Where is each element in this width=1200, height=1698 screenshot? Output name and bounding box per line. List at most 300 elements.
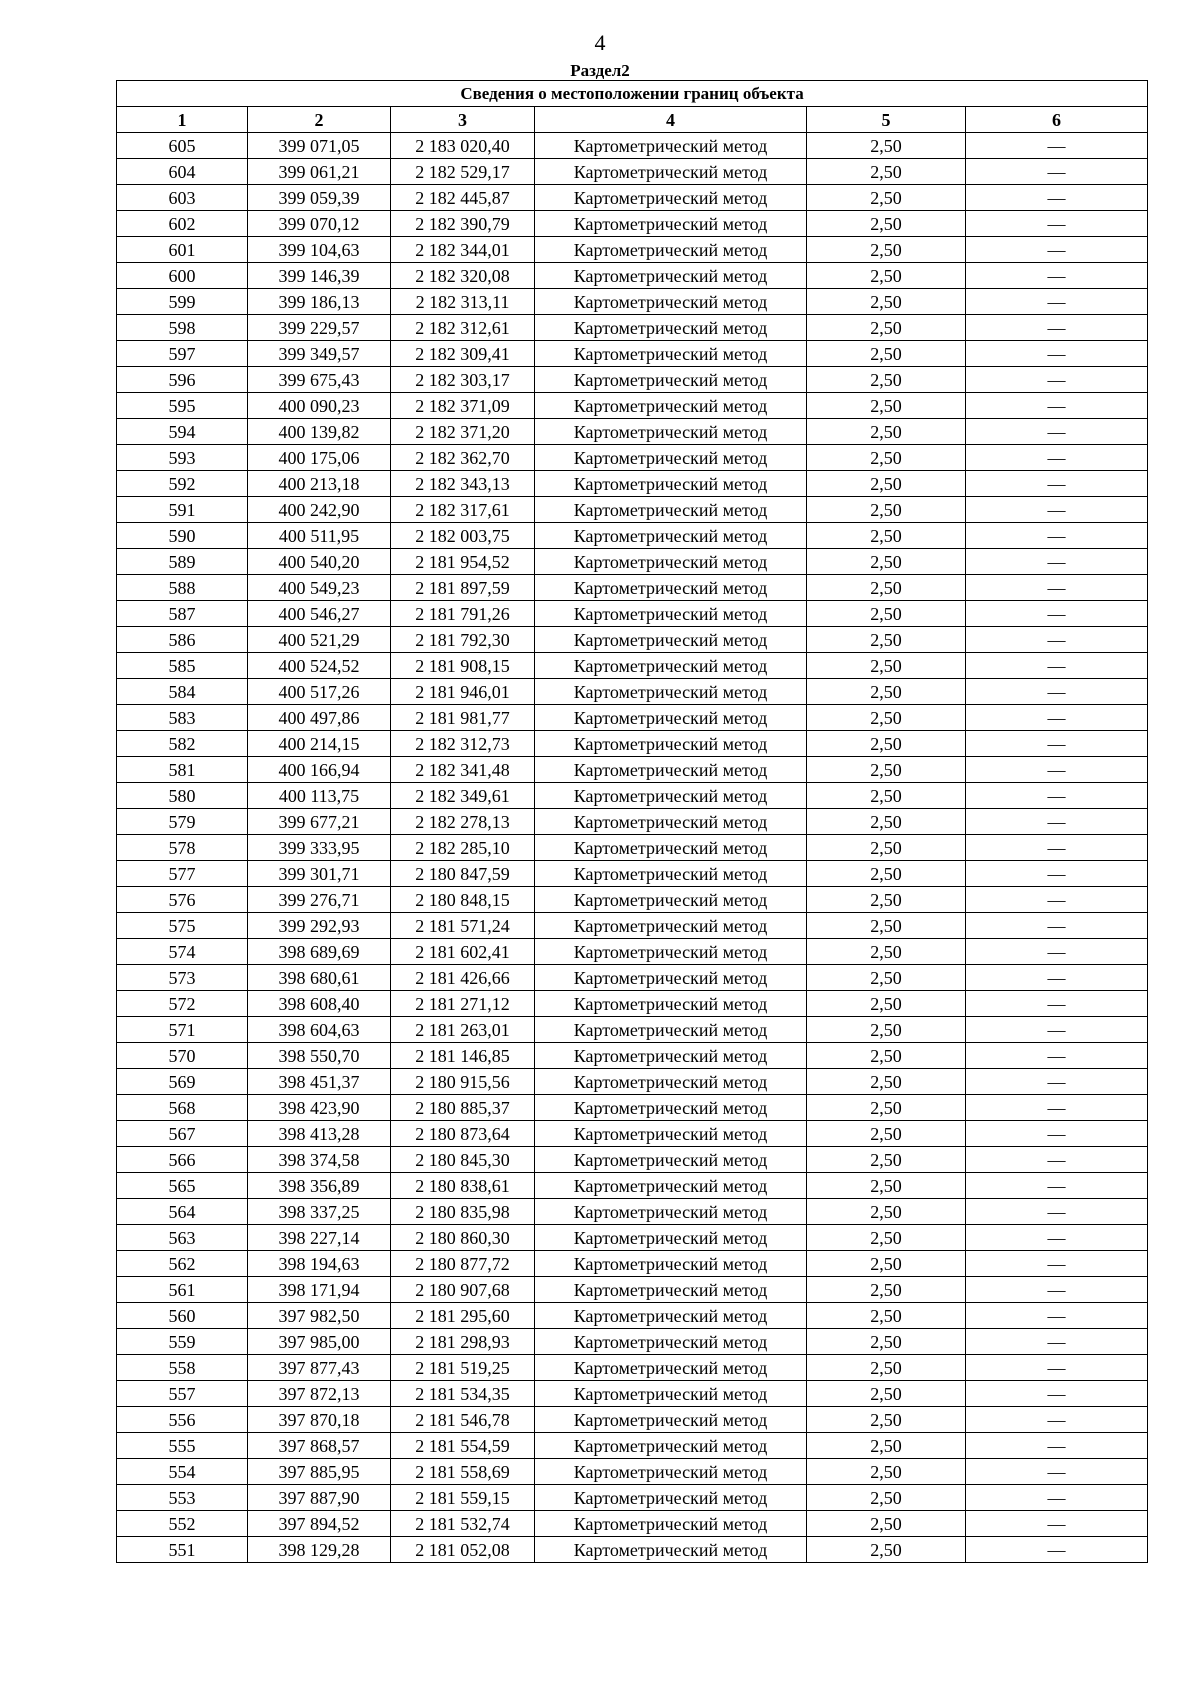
description-cell: — [966, 965, 1148, 991]
description-cell: — [966, 1199, 1148, 1225]
y-coordinate-cell: 2 180 835,98 [391, 1199, 535, 1225]
method-cell: Картометрический метод [535, 367, 807, 393]
y-coordinate-cell: 2 180 885,37 [391, 1095, 535, 1121]
table-row [117, 159, 1148, 185]
description-cell: — [966, 211, 1148, 237]
accuracy-cell: 2,50 [807, 809, 966, 835]
y-coordinate-cell: 2 181 519,25 [391, 1355, 535, 1381]
table-row [117, 1459, 1148, 1485]
method-cell: Картометрический метод [535, 1043, 807, 1069]
x-coordinate-cell: 399 104,63 [248, 237, 391, 263]
description-cell: — [966, 575, 1148, 601]
x-coordinate-cell: 397 868,57 [248, 1433, 391, 1459]
point-number-cell: 586 [117, 627, 248, 653]
method-cell: Картометрический метод [535, 1511, 807, 1537]
table-row [117, 1537, 1148, 1563]
description-cell: — [966, 939, 1148, 965]
x-coordinate-cell: 399 071,05 [248, 133, 391, 159]
accuracy-cell: 2,50 [807, 1017, 966, 1043]
method-cell: Картометрический метод [535, 1017, 807, 1043]
x-coordinate-cell: 398 423,90 [248, 1095, 391, 1121]
y-coordinate-cell: 2 181 426,66 [391, 965, 535, 991]
table-row [117, 367, 1148, 393]
point-number-cell: 555 [117, 1433, 248, 1459]
method-cell: Картометрический метод [535, 1069, 807, 1095]
description-cell: — [966, 523, 1148, 549]
point-number-cell: 552 [117, 1511, 248, 1537]
method-cell: Картометрический метод [535, 835, 807, 861]
point-number-cell: 595 [117, 393, 248, 419]
table-row [117, 575, 1148, 601]
y-coordinate-cell: 2 182 390,79 [391, 211, 535, 237]
x-coordinate-cell: 399 146,39 [248, 263, 391, 289]
table-row [117, 1043, 1148, 1069]
x-coordinate-cell: 399 276,71 [248, 887, 391, 913]
x-coordinate-cell: 398 451,37 [248, 1069, 391, 1095]
method-cell: Картометрический метод [535, 913, 807, 939]
description-cell: — [966, 1095, 1148, 1121]
y-coordinate-cell: 2 182 003,75 [391, 523, 535, 549]
accuracy-cell: 2,50 [807, 757, 966, 783]
description-cell: — [966, 1303, 1148, 1329]
x-coordinate-cell: 398 227,14 [248, 1225, 391, 1251]
x-coordinate-cell: 399 070,12 [248, 211, 391, 237]
table-row [117, 1251, 1148, 1277]
column-number-6: 6 [966, 107, 1148, 133]
method-cell: Картометрический метод [535, 939, 807, 965]
point-number-cell: 584 [117, 679, 248, 705]
table-row [117, 809, 1148, 835]
y-coordinate-cell: 2 181 534,35 [391, 1381, 535, 1407]
table-row [117, 887, 1148, 913]
accuracy-cell: 2,50 [807, 887, 966, 913]
point-number-cell: 601 [117, 237, 248, 263]
accuracy-cell: 2,50 [807, 1095, 966, 1121]
x-coordinate-cell: 397 982,50 [248, 1303, 391, 1329]
table-row [117, 1355, 1148, 1381]
description-cell: — [966, 1277, 1148, 1303]
table-row [117, 601, 1148, 627]
description-cell: — [966, 1511, 1148, 1537]
accuracy-cell: 2,50 [807, 445, 966, 471]
accuracy-cell: 2,50 [807, 601, 966, 627]
method-cell: Картометрический метод [535, 1147, 807, 1173]
description-cell: — [966, 1329, 1148, 1355]
accuracy-cell: 2,50 [807, 861, 966, 887]
table-row [117, 1511, 1148, 1537]
table-row [117, 133, 1148, 159]
y-coordinate-cell: 2 181 146,85 [391, 1043, 535, 1069]
accuracy-cell: 2,50 [807, 1381, 966, 1407]
x-coordinate-cell: 399 349,57 [248, 341, 391, 367]
x-coordinate-cell: 398 337,25 [248, 1199, 391, 1225]
table-row [117, 1095, 1148, 1121]
method-cell: Картометрический метод [535, 1303, 807, 1329]
accuracy-cell: 2,50 [807, 263, 966, 289]
point-number-cell: 585 [117, 653, 248, 679]
method-cell: Картометрический метод [535, 705, 807, 731]
table-row [117, 1147, 1148, 1173]
method-cell: Картометрический метод [535, 965, 807, 991]
y-coordinate-cell: 2 180 907,68 [391, 1277, 535, 1303]
x-coordinate-cell: 400 090,23 [248, 393, 391, 419]
accuracy-cell: 2,50 [807, 341, 966, 367]
y-coordinate-cell: 2 181 298,93 [391, 1329, 535, 1355]
y-coordinate-cell: 2 182 529,17 [391, 159, 535, 185]
point-number-cell: 577 [117, 861, 248, 887]
description-cell: — [966, 1251, 1148, 1277]
point-number-cell: 560 [117, 1303, 248, 1329]
point-number-cell: 600 [117, 263, 248, 289]
accuracy-cell: 2,50 [807, 965, 966, 991]
point-number-cell: 590 [117, 523, 248, 549]
accuracy-cell: 2,50 [807, 1251, 966, 1277]
description-cell: — [966, 1121, 1148, 1147]
method-cell: Картометрический метод [535, 1355, 807, 1381]
table-row [117, 237, 1148, 263]
y-coordinate-cell: 2 180 845,30 [391, 1147, 535, 1173]
method-cell: Картометрический метод [535, 1459, 807, 1485]
description-cell: — [966, 393, 1148, 419]
x-coordinate-cell: 397 887,90 [248, 1485, 391, 1511]
point-number-cell: 551 [117, 1537, 248, 1563]
point-number-cell: 572 [117, 991, 248, 1017]
accuracy-cell: 2,50 [807, 367, 966, 393]
y-coordinate-cell: 2 181 792,30 [391, 627, 535, 653]
point-number-cell: 578 [117, 835, 248, 861]
table-row [117, 835, 1148, 861]
description-cell: — [966, 757, 1148, 783]
point-number-cell: 581 [117, 757, 248, 783]
y-coordinate-cell: 2 181 052,08 [391, 1537, 535, 1563]
table-row [117, 549, 1148, 575]
point-number-cell: 591 [117, 497, 248, 523]
method-cell: Картометрический метод [535, 523, 807, 549]
table-row [117, 783, 1148, 809]
y-coordinate-cell: 2 181 981,77 [391, 705, 535, 731]
accuracy-cell: 2,50 [807, 653, 966, 679]
x-coordinate-cell: 398 129,28 [248, 1537, 391, 1563]
method-cell: Картометрический метод [535, 809, 807, 835]
method-cell: Картометрический метод [535, 159, 807, 185]
table-row [117, 913, 1148, 939]
description-cell: — [966, 419, 1148, 445]
x-coordinate-cell: 400 540,20 [248, 549, 391, 575]
description-cell: — [966, 159, 1148, 185]
accuracy-cell: 2,50 [807, 185, 966, 211]
y-coordinate-cell: 2 181 602,41 [391, 939, 535, 965]
y-coordinate-cell: 2 181 571,24 [391, 913, 535, 939]
x-coordinate-cell: 398 604,63 [248, 1017, 391, 1043]
x-coordinate-cell: 397 870,18 [248, 1407, 391, 1433]
y-coordinate-cell: 2 181 263,01 [391, 1017, 535, 1043]
y-coordinate-cell: 2 180 860,30 [391, 1225, 535, 1251]
description-cell: — [966, 1433, 1148, 1459]
point-number-cell: 573 [117, 965, 248, 991]
description-cell: — [966, 1381, 1148, 1407]
point-number-cell: 587 [117, 601, 248, 627]
table-row [117, 1069, 1148, 1095]
point-number-cell: 603 [117, 185, 248, 211]
x-coordinate-cell: 398 413,28 [248, 1121, 391, 1147]
accuracy-cell: 2,50 [807, 1069, 966, 1095]
x-coordinate-cell: 398 171,94 [248, 1277, 391, 1303]
y-coordinate-cell: 2 182 371,20 [391, 419, 535, 445]
point-number-cell: 588 [117, 575, 248, 601]
table-row [117, 1433, 1148, 1459]
point-number-cell: 564 [117, 1199, 248, 1225]
y-coordinate-cell: 2 181 897,59 [391, 575, 535, 601]
x-coordinate-cell: 398 194,63 [248, 1251, 391, 1277]
accuracy-cell: 2,50 [807, 835, 966, 861]
point-number-cell: 579 [117, 809, 248, 835]
x-coordinate-cell: 397 877,43 [248, 1355, 391, 1381]
x-coordinate-cell: 400 517,26 [248, 679, 391, 705]
y-coordinate-cell: 2 182 309,41 [391, 341, 535, 367]
point-number-cell: 569 [117, 1069, 248, 1095]
description-cell: — [966, 601, 1148, 627]
point-number-cell: 554 [117, 1459, 248, 1485]
x-coordinate-cell: 399 292,93 [248, 913, 391, 939]
y-coordinate-cell: 2 181 558,69 [391, 1459, 535, 1485]
accuracy-cell: 2,50 [807, 1407, 966, 1433]
point-number-cell: 597 [117, 341, 248, 367]
x-coordinate-cell: 400 166,94 [248, 757, 391, 783]
accuracy-cell: 2,50 [807, 627, 966, 653]
table-row [117, 185, 1148, 211]
description-cell: — [966, 991, 1148, 1017]
x-coordinate-cell: 400 175,06 [248, 445, 391, 471]
accuracy-cell: 2,50 [807, 1303, 966, 1329]
table-row [117, 1173, 1148, 1199]
y-coordinate-cell: 2 181 954,52 [391, 549, 535, 575]
method-cell: Картометрический метод [535, 1329, 807, 1355]
accuracy-cell: 2,50 [807, 1329, 966, 1355]
x-coordinate-cell: 400 213,18 [248, 471, 391, 497]
method-cell: Картометрический метод [535, 445, 807, 471]
description-cell: — [966, 471, 1148, 497]
y-coordinate-cell: 2 182 320,08 [391, 263, 535, 289]
y-coordinate-cell: 2 181 532,74 [391, 1511, 535, 1537]
method-cell: Картометрический метод [535, 263, 807, 289]
accuracy-cell: 2,50 [807, 1043, 966, 1069]
x-coordinate-cell: 400 524,52 [248, 653, 391, 679]
method-cell: Картометрический метод [535, 887, 807, 913]
x-coordinate-cell: 399 301,71 [248, 861, 391, 887]
accuracy-cell: 2,50 [807, 783, 966, 809]
y-coordinate-cell: 2 181 908,15 [391, 653, 535, 679]
accuracy-cell: 2,50 [807, 705, 966, 731]
point-number-cell: 599 [117, 289, 248, 315]
method-cell: Картометрический метод [535, 653, 807, 679]
description-cell: — [966, 1017, 1148, 1043]
x-coordinate-cell: 399 229,57 [248, 315, 391, 341]
x-coordinate-cell: 400 139,82 [248, 419, 391, 445]
table-row [117, 315, 1148, 341]
description-cell: — [966, 133, 1148, 159]
x-coordinate-cell: 400 521,29 [248, 627, 391, 653]
accuracy-cell: 2,50 [807, 471, 966, 497]
point-number-cell: 605 [117, 133, 248, 159]
accuracy-cell: 2,50 [807, 211, 966, 237]
table-row [117, 731, 1148, 757]
accuracy-cell: 2,50 [807, 1433, 966, 1459]
y-coordinate-cell: 2 182 445,87 [391, 185, 535, 211]
x-coordinate-cell: 400 549,23 [248, 575, 391, 601]
method-cell: Картометрический метод [535, 601, 807, 627]
table-row [117, 1277, 1148, 1303]
x-coordinate-cell: 399 061,21 [248, 159, 391, 185]
method-cell: Картометрический метод [535, 1381, 807, 1407]
table-row [117, 341, 1148, 367]
accuracy-cell: 2,50 [807, 159, 966, 185]
accuracy-cell: 2,50 [807, 1173, 966, 1199]
accuracy-cell: 2,50 [807, 1121, 966, 1147]
x-coordinate-cell: 397 885,95 [248, 1459, 391, 1485]
y-coordinate-cell: 2 182 303,17 [391, 367, 535, 393]
description-cell: — [966, 705, 1148, 731]
point-number-cell: 596 [117, 367, 248, 393]
method-cell: Картометрический метод [535, 1095, 807, 1121]
table-row [117, 1225, 1148, 1251]
table-row [117, 263, 1148, 289]
table-row [117, 1381, 1148, 1407]
y-coordinate-cell: 2 180 838,61 [391, 1173, 535, 1199]
y-coordinate-cell: 2 182 313,11 [391, 289, 535, 315]
point-number-cell: 559 [117, 1329, 248, 1355]
method-cell: Картометрический метод [535, 1173, 807, 1199]
method-cell: Картометрический метод [535, 627, 807, 653]
point-number-cell: 602 [117, 211, 248, 237]
method-cell: Картометрический метод [535, 731, 807, 757]
y-coordinate-cell: 2 182 285,10 [391, 835, 535, 861]
table-row [117, 393, 1148, 419]
x-coordinate-cell: 400 546,27 [248, 601, 391, 627]
description-cell: — [966, 315, 1148, 341]
description-cell: — [966, 1355, 1148, 1381]
y-coordinate-cell: 2 181 546,78 [391, 1407, 535, 1433]
accuracy-cell: 2,50 [807, 315, 966, 341]
accuracy-cell: 2,50 [807, 1537, 966, 1563]
accuracy-cell: 2,50 [807, 1355, 966, 1381]
x-coordinate-cell: 399 333,95 [248, 835, 391, 861]
point-number-cell: 563 [117, 1225, 248, 1251]
y-coordinate-cell: 2 182 278,13 [391, 809, 535, 835]
description-cell: — [966, 731, 1148, 757]
method-cell: Картометрический метод [535, 1433, 807, 1459]
table-caption: Сведения о местоположении границ объекта [117, 81, 1148, 107]
point-number-cell: 567 [117, 1121, 248, 1147]
table-row [117, 1199, 1148, 1225]
method-cell: Картометрический метод [535, 575, 807, 601]
table-row [117, 861, 1148, 887]
table-row [117, 445, 1148, 471]
table-row [117, 627, 1148, 653]
point-number-cell: 570 [117, 1043, 248, 1069]
method-cell: Картометрический метод [535, 1485, 807, 1511]
method-cell: Картометрический метод [535, 471, 807, 497]
accuracy-cell: 2,50 [807, 913, 966, 939]
x-coordinate-cell: 399 677,21 [248, 809, 391, 835]
point-number-cell: 571 [117, 1017, 248, 1043]
description-cell: — [966, 913, 1148, 939]
x-coordinate-cell: 400 497,86 [248, 705, 391, 731]
x-coordinate-cell: 398 356,89 [248, 1173, 391, 1199]
table-row [117, 289, 1148, 315]
y-coordinate-cell: 2 182 343,13 [391, 471, 535, 497]
description-cell: — [966, 367, 1148, 393]
y-coordinate-cell: 2 182 312,61 [391, 315, 535, 341]
table-row [117, 1121, 1148, 1147]
table-row [117, 939, 1148, 965]
method-cell: Картометрический метод [535, 1251, 807, 1277]
method-cell: Картометрический метод [535, 1407, 807, 1433]
method-cell: Картометрический метод [535, 1537, 807, 1563]
x-coordinate-cell: 399 186,13 [248, 289, 391, 315]
table-row [117, 1329, 1148, 1355]
method-cell: Картометрический метод [535, 1277, 807, 1303]
description-cell: — [966, 549, 1148, 575]
x-coordinate-cell: 399 059,39 [248, 185, 391, 211]
column-number-3: 3 [391, 107, 535, 133]
description-cell: — [966, 497, 1148, 523]
point-number-cell: 561 [117, 1277, 248, 1303]
point-number-cell: 557 [117, 1381, 248, 1407]
accuracy-cell: 2,50 [807, 575, 966, 601]
description-cell: — [966, 1173, 1148, 1199]
accuracy-cell: 2,50 [807, 1147, 966, 1173]
point-number-cell: 598 [117, 315, 248, 341]
accuracy-cell: 2,50 [807, 133, 966, 159]
description-cell: — [966, 861, 1148, 887]
method-cell: Картометрический метод [535, 1199, 807, 1225]
column-number-2: 2 [248, 107, 391, 133]
description-cell: — [966, 1407, 1148, 1433]
description-cell: — [966, 783, 1148, 809]
table-row [117, 1485, 1148, 1511]
method-cell: Картометрический метод [535, 393, 807, 419]
x-coordinate-cell: 397 872,13 [248, 1381, 391, 1407]
method-cell: Картометрический метод [535, 497, 807, 523]
accuracy-cell: 2,50 [807, 237, 966, 263]
point-number-cell: 594 [117, 419, 248, 445]
y-coordinate-cell: 2 180 847,59 [391, 861, 535, 887]
column-number-1: 1 [117, 107, 248, 133]
x-coordinate-cell: 398 689,69 [248, 939, 391, 965]
point-number-cell: 592 [117, 471, 248, 497]
accuracy-cell: 2,50 [807, 523, 966, 549]
description-cell: — [966, 185, 1148, 211]
x-coordinate-cell: 400 511,95 [248, 523, 391, 549]
description-cell: — [966, 653, 1148, 679]
y-coordinate-cell: 2 182 341,48 [391, 757, 535, 783]
accuracy-cell: 2,50 [807, 393, 966, 419]
accuracy-cell: 2,50 [807, 1277, 966, 1303]
method-cell: Картометрический метод [535, 679, 807, 705]
point-number-cell: 568 [117, 1095, 248, 1121]
method-cell: Картометрический метод [535, 991, 807, 1017]
point-number-cell: 562 [117, 1251, 248, 1277]
point-number-cell: 582 [117, 731, 248, 757]
table-row [117, 991, 1148, 1017]
description-cell: — [966, 887, 1148, 913]
x-coordinate-cell: 398 550,70 [248, 1043, 391, 1069]
table-row [117, 471, 1148, 497]
boundary-table [116, 80, 1148, 1563]
table-caption-row [117, 81, 1148, 107]
y-coordinate-cell: 2 180 873,64 [391, 1121, 535, 1147]
table-row [117, 497, 1148, 523]
